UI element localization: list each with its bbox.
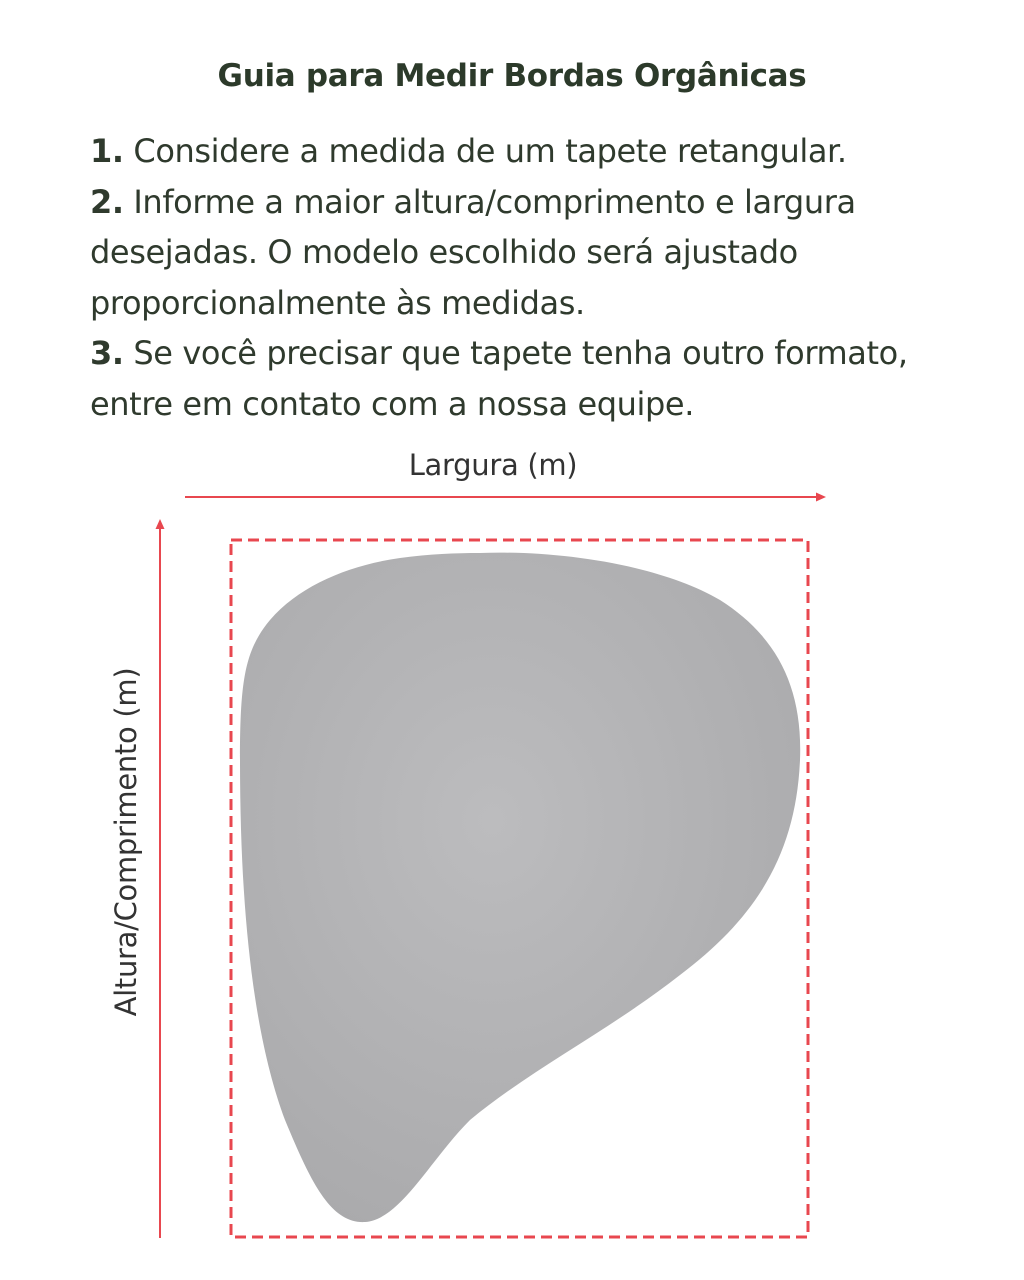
- step-2-text: Informe a maior altura/comprimento e largura desejadas. O modelo escolhido será ajustado proporcionalmente às medidas.: [90, 182, 856, 322]
- page-title: Guia para Medir Bordas Orgânicas: [217, 58, 807, 94]
- organic-rug-shape: [240, 553, 800, 1222]
- height-arrow: [156, 519, 165, 1238]
- step-3-text: Se você precisar que tapete tenha outro formato, entre em contato com a nossa equipe.: [90, 334, 908, 423]
- width-arrow: [185, 493, 826, 502]
- step-2-number: 2.: [90, 182, 124, 221]
- step-1-text: Considere a medida de um tapete retangular.: [123, 132, 847, 170]
- height-label: Altura/Comprimento (m): [109, 667, 143, 1017]
- step-1-number: 1.: [90, 132, 124, 170]
- step-3-number: 3.: [90, 334, 124, 372]
- width-label: Largura (m): [408, 448, 578, 482]
